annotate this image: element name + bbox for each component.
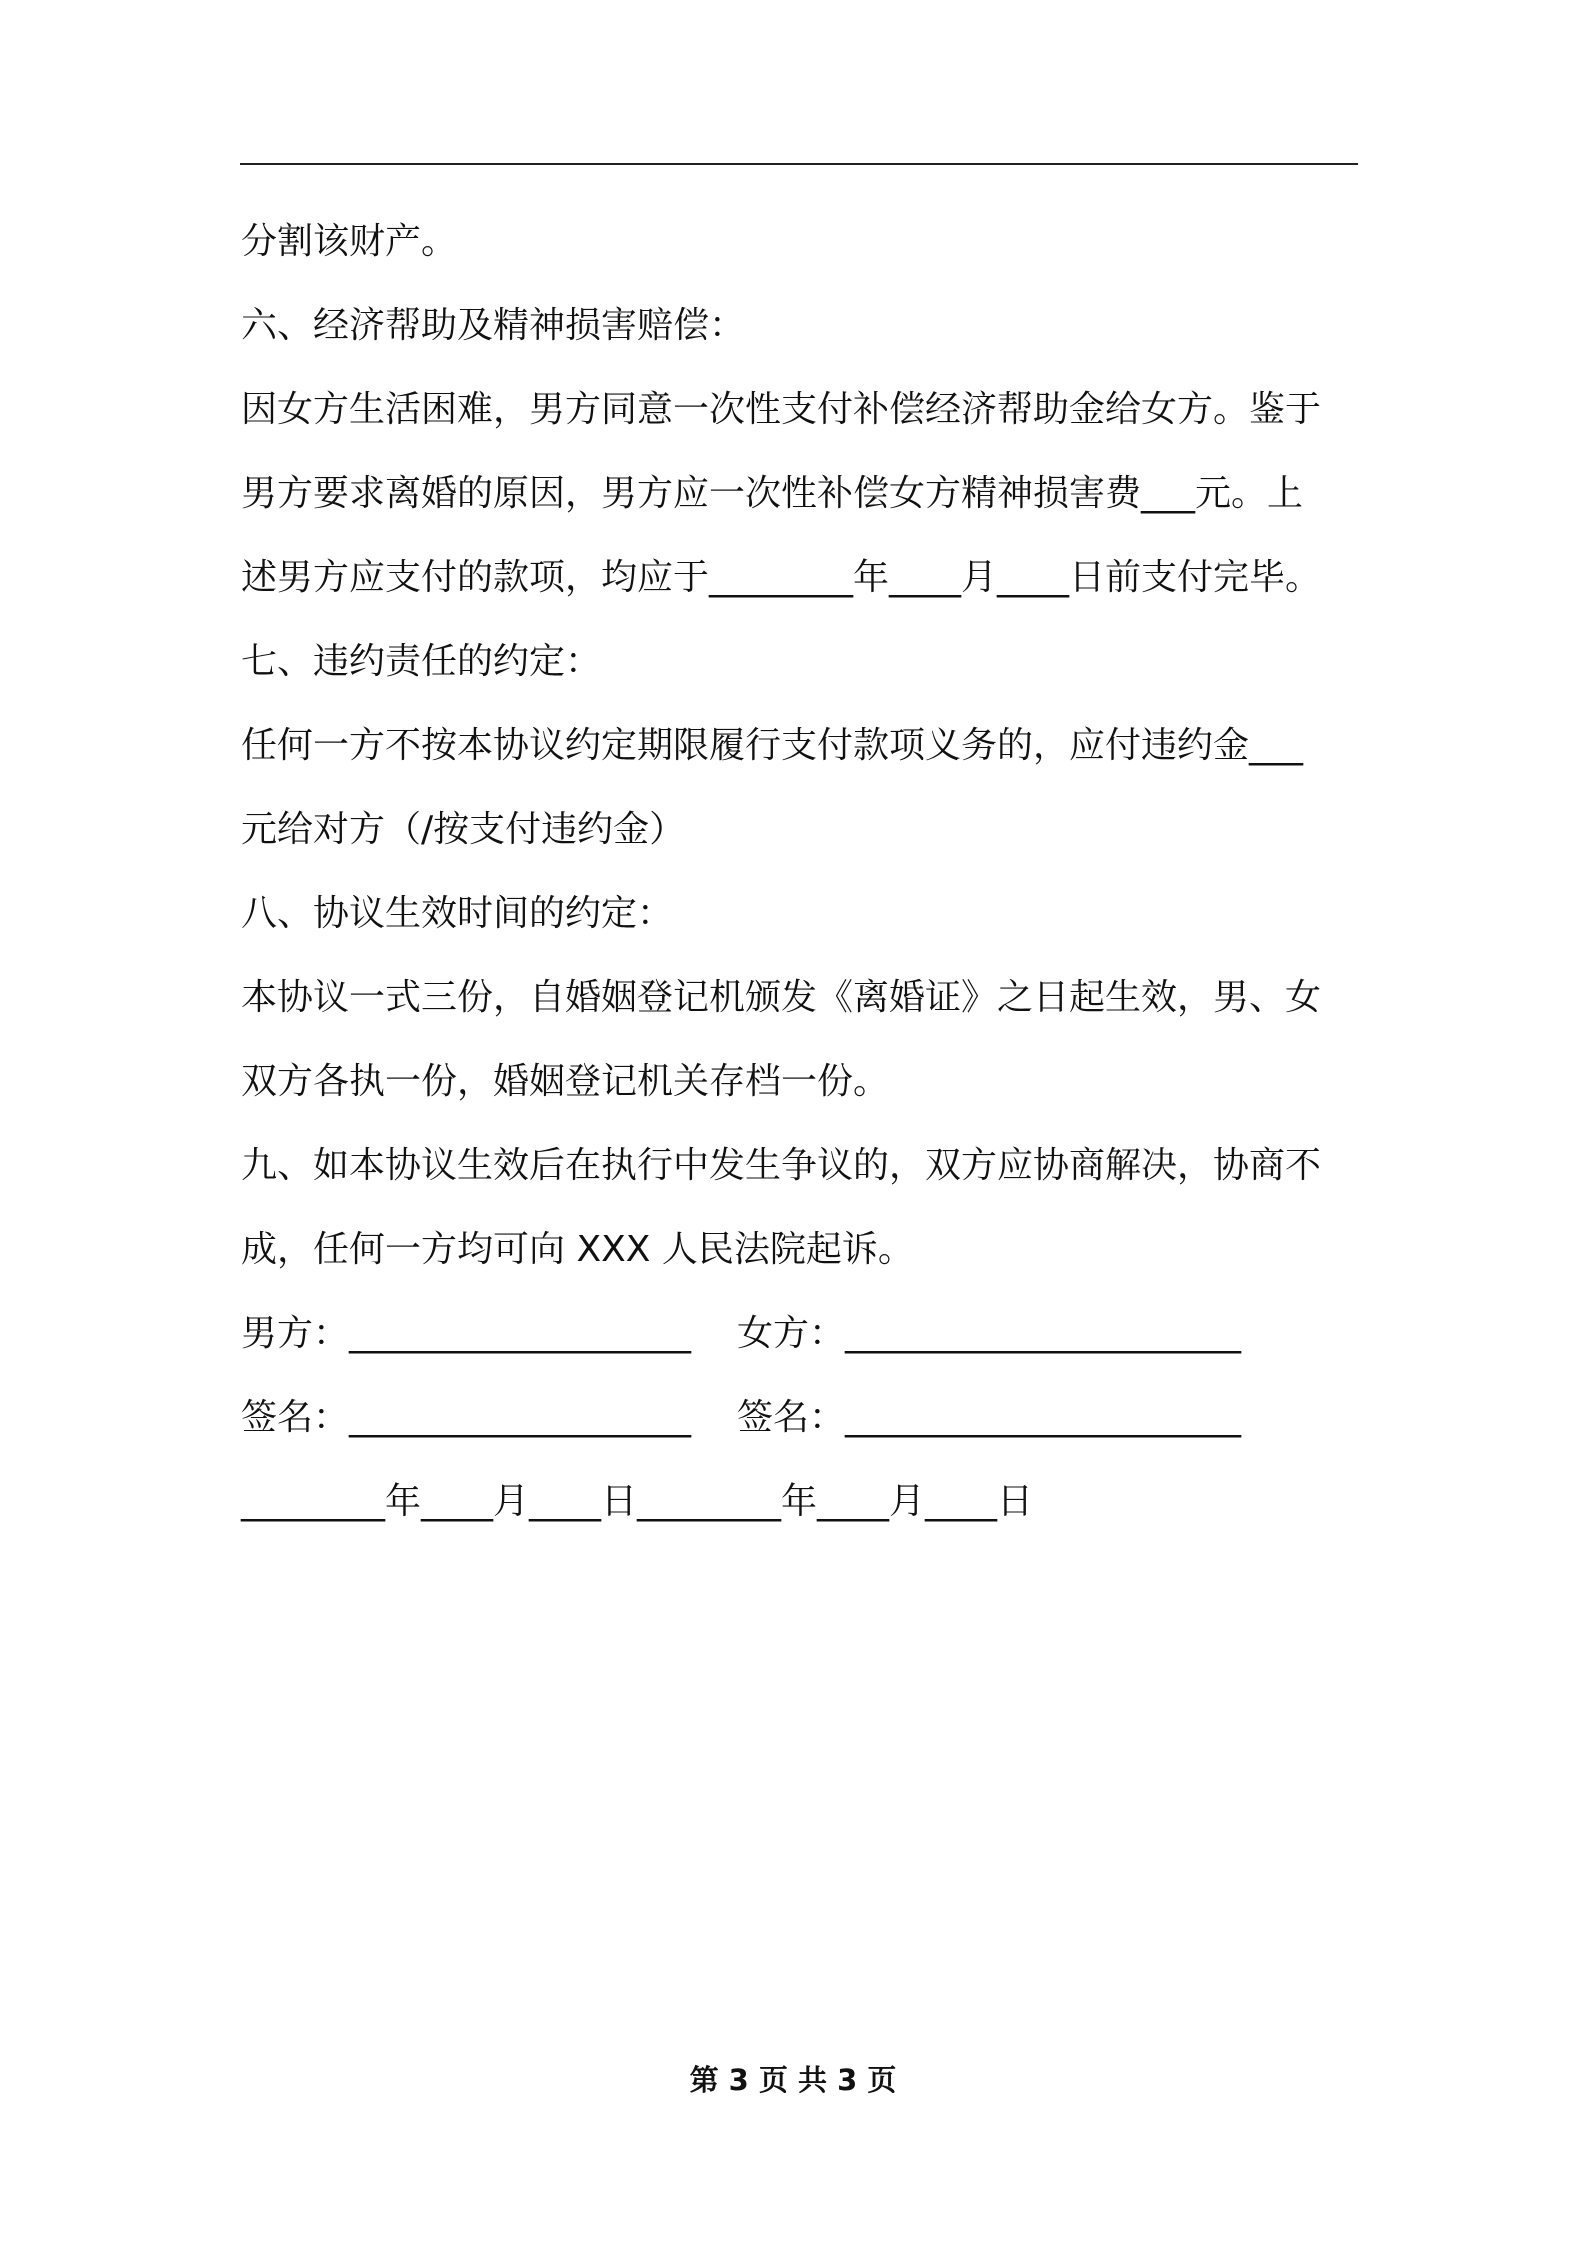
section-heading-economic-help: 六、经济帮助及精神损害赔偿： [241, 305, 746, 346]
signature-row [241, 1376, 1381, 1460]
text-line: 述男方应支付的款项，均应于________年____月____日前支付完毕。 [241, 557, 1322, 598]
party-row [241, 1292, 1381, 1376]
header-rule [240, 163, 1358, 165]
text-line: 本协议一式三份，自婚姻登记机颁发《离婚证》之日起生效，男、女 [241, 977, 1322, 1018]
female-party-field: 女方：______________________ [737, 1313, 1242, 1354]
text-line: 元给对方（/按支付违约金） [241, 809, 686, 850]
text-line: 任何一方不按本协议约定期限履行支付款项义务的，应付违约金___ [241, 725, 1304, 766]
text-line: 双方各执一份，婚姻登记机关存档一份。 [241, 1061, 890, 1102]
text-line: 分割该财产。 [241, 221, 458, 262]
male-party-field: 男方：___________________ [241, 1313, 692, 1354]
section-heading-effective-time: 八、协议生效时间的约定： [241, 893, 674, 934]
section-heading-dispute: 九、如本协议生效后在执行中发生争议的，双方应协商解决，协商不 [241, 1145, 1322, 1186]
text-line: 成，任何一方均可向 XXX 人民法院起诉。 [241, 1229, 914, 1270]
date-row: ________年____月____日________年____月____日 [241, 1481, 1033, 1522]
page-number: 第 3 页 共 3 页 [689, 2063, 897, 2097]
section-heading-breach-liability: 七、违约责任的约定： [241, 641, 602, 682]
document-body [241, 200, 1381, 1544]
male-signature-field: 签名：___________________ [241, 1397, 692, 1438]
text-line: 因女方生活困难，男方同意一次性支付补偿经济帮助金给女方。鉴于 [241, 389, 1322, 430]
text-line: 男方要求离婚的原因，男方应一次性补偿女方精神损害费___元。上 [241, 473, 1304, 514]
female-signature-field: 签名：______________________ [737, 1397, 1242, 1438]
